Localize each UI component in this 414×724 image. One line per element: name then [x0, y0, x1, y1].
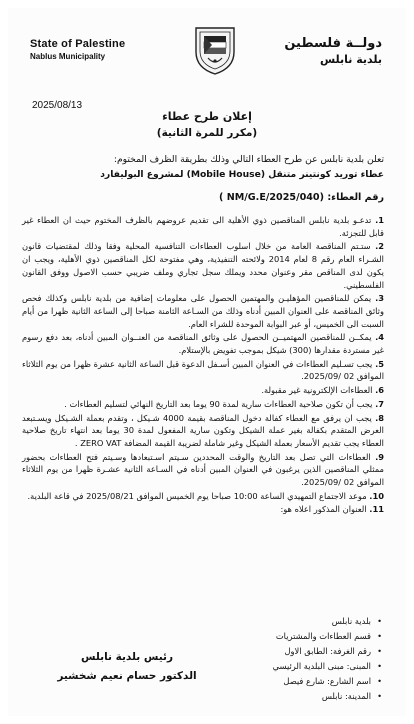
- signatory-title: رئيس بلدية نابلس: [81, 651, 173, 663]
- address-item: • بلدية نابلس: [192, 614, 382, 629]
- clause-item: [22, 358, 384, 383]
- tender-number: رقم العطاء: (NM/G.E/2025/040 ): [218, 192, 384, 203]
- state-name-english: State of Palestine: [30, 38, 126, 50]
- municipality-emblem-icon: [190, 22, 240, 76]
- clause-text: تدعـو بلدية نابلس المناقصين ذوي الأهلية الى تقديم عروضهم بالظرف المختوم حيث ان العطاء غير قابل للتجزئة.: [22, 215, 384, 238]
- clause-text: العنوان المذكور اعلاه هو:: [280, 504, 367, 515]
- signature-block: [42, 648, 212, 686]
- clause-number: 1.: [375, 215, 385, 225]
- intro-text: تعلن بلدية نابلس عن طرح العطاء التالي وذلك بطريقة الظرف المختوم:: [113, 154, 384, 165]
- clause-item: [22, 451, 384, 489]
- municipality-name-arabic: بلدية نابلس: [319, 53, 382, 66]
- signatory-name: الدكتور حسام نعيم شخشير: [57, 670, 197, 682]
- clause-number: 4.: [375, 332, 384, 343]
- notice-title: إعلان طرح عطاء: [162, 110, 252, 123]
- address-item: • قسم العطاءات والمشتريات: [192, 629, 382, 644]
- clause-item: [22, 331, 384, 356]
- clause-number: 11.: [369, 504, 384, 515]
- clause-item: [22, 384, 384, 397]
- clause-item: [22, 398, 384, 411]
- clause-text: العطاءات التي تصل بعد التاريخ والوقت المحددين سـيتم اسـتبعادها وسـيتم فتح العطاءات بحضور ممثلي المناقصين الذين يرغبون في العنوان المبين أدناه في السـاعة الثانية عشـرة ظهرا من يوم الثلاثاء الموافق 02 /2025/09.: [22, 451, 384, 488]
- announcement-date: 2025/08/13: [32, 100, 83, 111]
- english-header: [30, 38, 125, 61]
- clause-text: ستـتم المناقصة العامة من خلال اسلوب العطاءات التنافسية المحلية وفقا وذلك لمقتضيات قانون الشـراء العام رقم 8 لعام 2014 ولائحته التنفيذية، وهي مفتوحة لكل المناقصين ذوي الأهلية، ويجب ان يكون لدى المناقص مقر وعنوان محدد ويملك سجل تجاري وملف ضريبي حسب الاصول ووفق القانون الفلسطيني.: [22, 241, 384, 290]
- address-item: • المبنى: مبنى البلدية الرئيسي: [192, 659, 382, 674]
- tender-subject: عطاء توريد كونتينر متنقل (Mobile House) لمشروع البوليفارد: [100, 169, 384, 180]
- clause-text: يمكــن للمناقصين المهتميــن الحصول على وثائق المناقصة من العنــوان المبين أدناه، بعد دفع رسوم غير مستردة مقدارها (300) شيكل بموجب تفويض بالإستلام.: [22, 332, 384, 356]
- clause-text: يجب أن تكون صلاحية العطاءات سارية لمدة 90 يوما بعد التاريخ النهائي لتسليم العطاءات .: [64, 398, 373, 409]
- clause-item: [22, 240, 384, 291]
- clause-number: 8.: [375, 412, 385, 423]
- municipality-name-english: Nablus Municipality: [30, 52, 106, 61]
- clause-text: يجب ان يرفق مع العطاء كفالة دخول المناقصة بقيمة 4000 شـيكل ، وتقدم بعملة الشـيكل ويسـتبعد العرض المتقدم بكفالة بغير عملة الشيكل وتكون سارية المفعول لمدة 30 يوما بعد انتهاء تاريخ صلاحية العطاء يجب تقديم الأسعار بعملة الشيكل وغير شاملة لضريبة القيمة المضافة ZERO VAT .: [22, 412, 384, 448]
- clause-text: يمكن للمناقصين المؤهليـن والمهتمين الحصول على معلومات إضافية من بلدية نابلس وكذلك فحص وثائق المناقصة على العنوان المبين أدناه وذلك من السـاعة الثامنة صباحا إلى الساعة الثانية ظهرا من أيام السبت الى الخميس، أو عبر البوابة الموحدة للشراء العام.: [22, 293, 384, 329]
- address-list: [192, 614, 382, 704]
- clause-item: [22, 214, 384, 239]
- clause-item: [22, 490, 384, 503]
- clause-item: [22, 292, 384, 330]
- clause-number: 10.: [369, 490, 384, 501]
- state-name-arabic: دولــة فلسطين: [284, 36, 382, 51]
- clause-number: 7.: [375, 398, 384, 409]
- clause-number: 9.: [375, 451, 385, 462]
- address-item: • اسم الشارع: شارع فيصل: [192, 674, 382, 689]
- address-item: • المدينة: نابلس: [192, 689, 382, 704]
- clause-number: 5.: [375, 358, 384, 369]
- clause-text: يجب تسـليم العطاءات في العنوان المبين أسـفل الدعوة قبل الساعة الثانية عشرة ظهرا من يوم الثلاثاء الموافق 02 /2025/09.: [22, 358, 384, 382]
- clause-number: 3.: [375, 293, 384, 304]
- clause-item: [22, 503, 384, 516]
- notice-subtitle: (مكرر للمرة الثانية): [156, 127, 258, 139]
- clauses-list: [22, 214, 384, 517]
- clause-number: 6.: [375, 385, 384, 396]
- tender-notice-page: [8, 8, 406, 716]
- address-item: • رقم الغرفة: الطابق الاول: [192, 644, 382, 659]
- clause-text: موعد الاجتماع التمهيدي الساعة 10:00 صباحا يوم الخميس الموافق 2025/08/21 في قاعة البلدية.: [27, 490, 367, 501]
- arabic-header: [284, 36, 382, 66]
- clause-number: 2.: [375, 241, 385, 252]
- clause-text: العطاءات الإلكترونية غير مقبولة.: [261, 385, 373, 396]
- clause-item: [22, 412, 384, 450]
